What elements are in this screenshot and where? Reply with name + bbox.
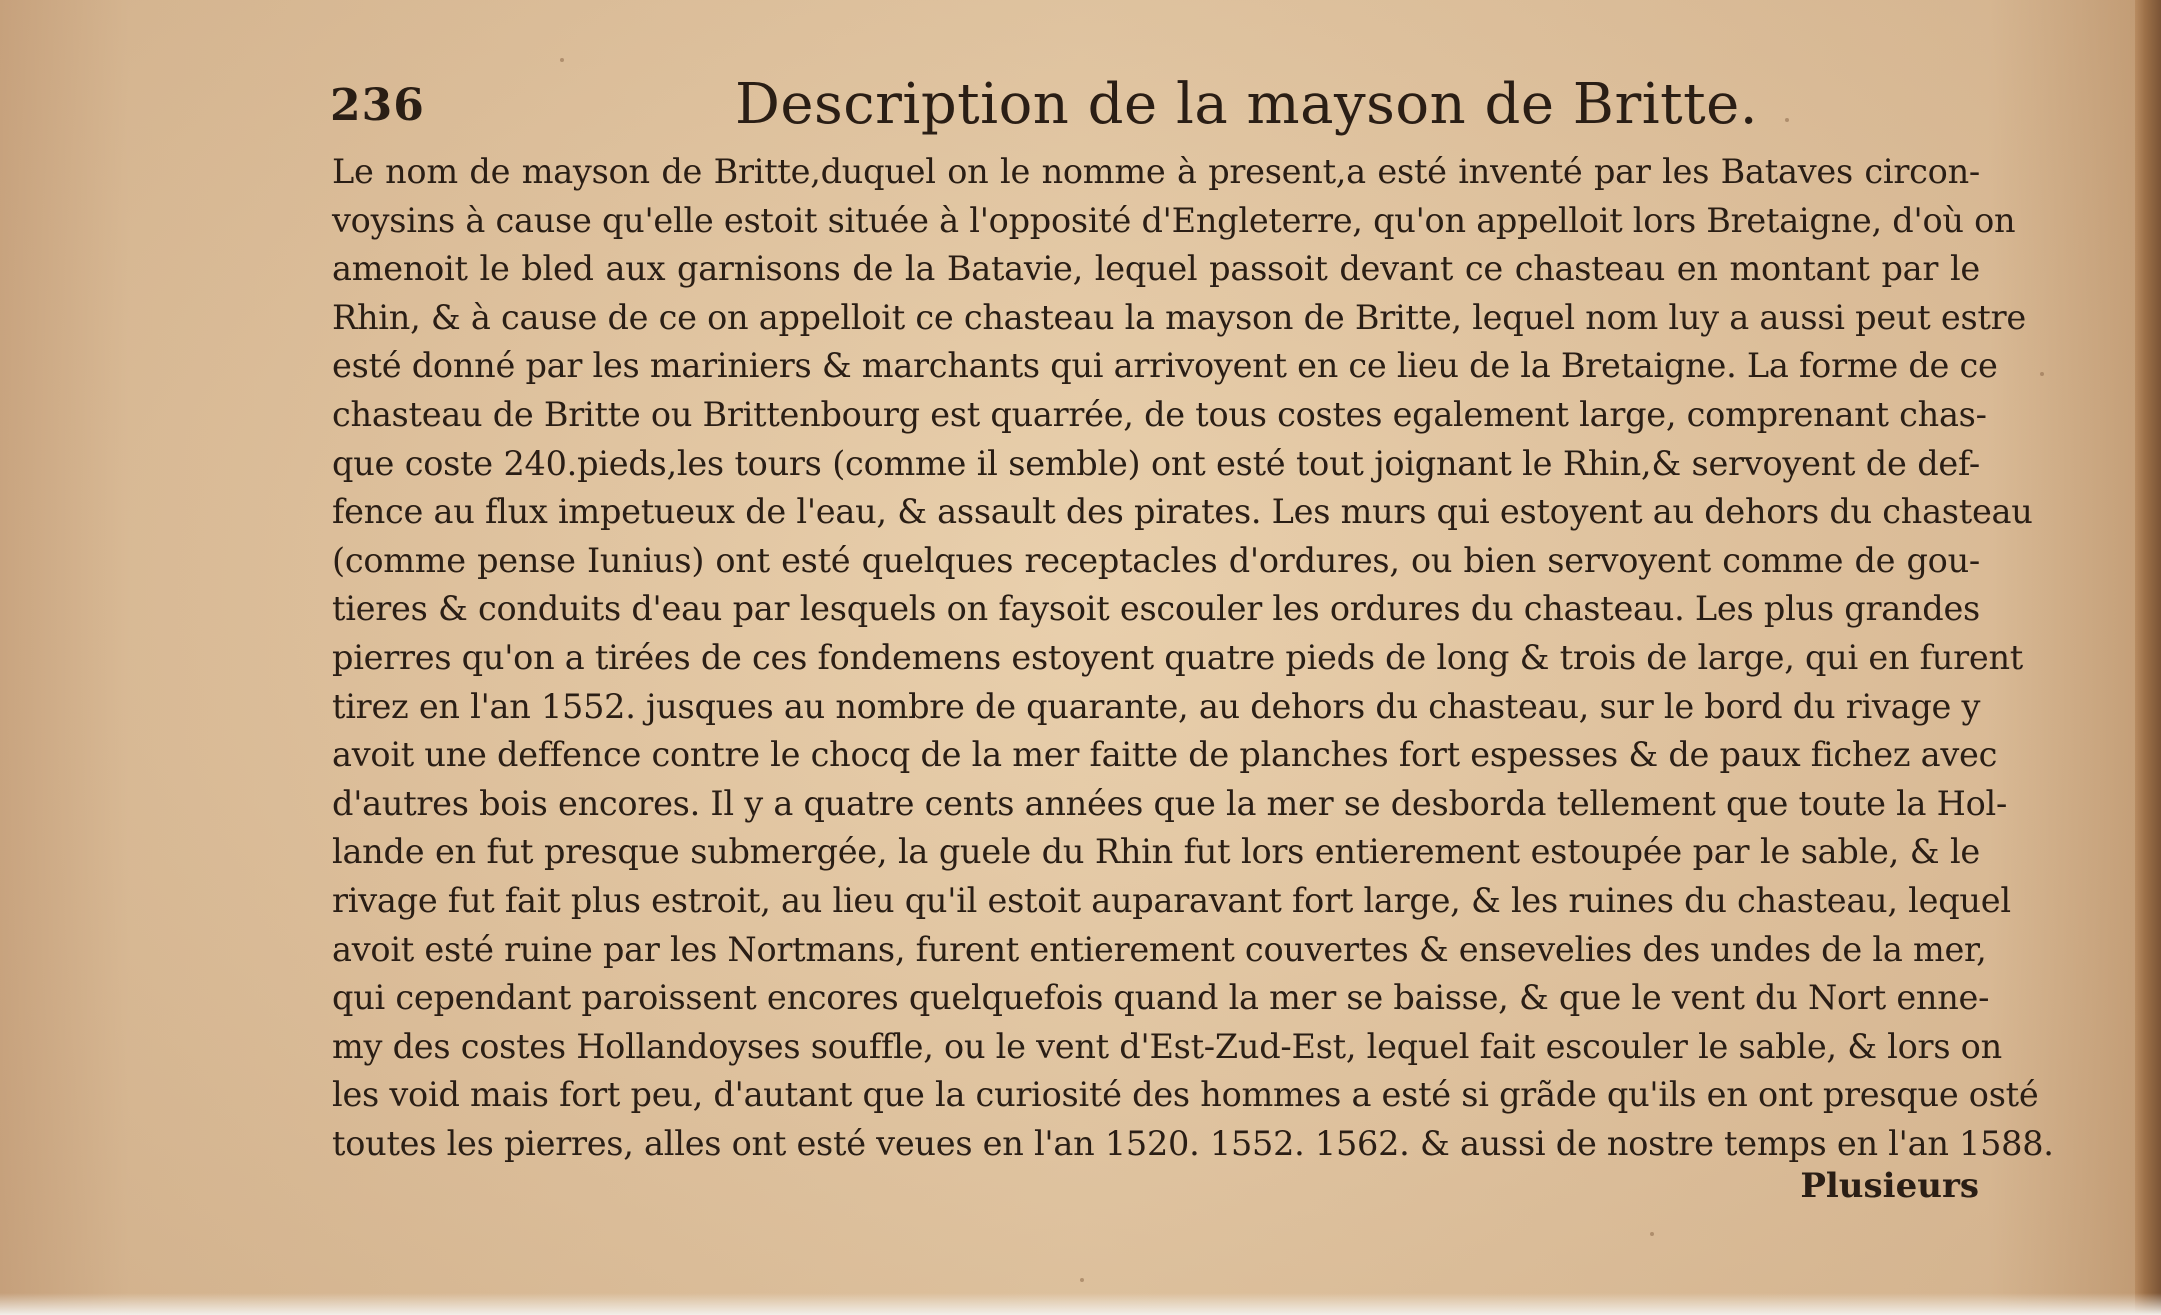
text-line: voysins à cause qu'elle estoit située à l'opposité d'Engleterre, qu'on appelloit lors Bretaigne, d'où on bbox=[332, 200, 2016, 240]
text-line: Rhin, & à cause de ce on appelloit ce chasteau la mayson de Britte, lequel nom luy a aussi peut estre bbox=[332, 297, 2026, 337]
catchword: Plusieurs bbox=[1800, 1166, 1979, 1206]
body-paragraph bbox=[332, 148, 2054, 1168]
paper-speck bbox=[1080, 1278, 1084, 1282]
text-line: d'autres bois encores. Il y a quatre cents années que la mer se desborda tellement que toute la Hol- bbox=[332, 783, 2008, 823]
page-bottom-edge bbox=[0, 1293, 2161, 1315]
text-line: amenoit le bled aux garnisons de la Batavie, lequel passoit devant ce chasteau en montant par le bbox=[332, 249, 1980, 289]
text-line: tieres & conduits d'eau par lesquels on faysoit escouler les ordures du chasteau. Les plus grandes bbox=[332, 589, 1980, 629]
text-line: rivage fut fait plus estroit, au lieu qu'il estoit auparavant fort large, & les ruines du chasteau, lequel bbox=[332, 880, 2011, 920]
text-line: avoit une deffence contre le chocq de la mer faitte de planches fort espesses & de paux fichez avec bbox=[332, 735, 1998, 775]
text-line: tirez en l'an 1552. jusques au nombre de quarante, au dehors du chasteau, sur le bord du rivage y bbox=[332, 686, 1981, 726]
text-line: (comme pense Iunius) ont esté quelques receptacles d'ordures, ou bien servoyent comme de gou- bbox=[332, 540, 1980, 580]
text-line: Le nom de mayson de Britte,duquel on le nomme à present,a esté inventé par les Bataves circon- bbox=[332, 152, 1980, 191]
text-line: avoit esté ruine par les Nortmans, furent entierement couvertes & ensevelies des undes de la mer, bbox=[332, 929, 1987, 969]
text-line: esté donné par les mariniers & marchants qui arrivoyent en ce lieu de la Bretaigne. La forme de ce bbox=[332, 346, 1998, 386]
text-line: fence au flux impetueux de l'eau, & assault des pirates. Les murs qui estoyent au dehors du chasteau bbox=[332, 492, 2033, 532]
text-line: qui cependant paroissent encores quelquefois quand la mer se baisse, & que le vent du Nort enne- bbox=[332, 978, 1990, 1018]
text-line: lande en fut presque submergée, la guele du Rhin fut lors entierement estoupée par le sable, & le bbox=[332, 832, 1980, 872]
text-line: my des costes Hollandoyses souffle, ou le vent d'Est-Zud-Est, lequel fait escouler le sable, & lors on bbox=[332, 1026, 2002, 1066]
text-line: les void mais fort peu, d'autant que la curiosité des hommes a esté si grãde qu'ils en ont presque osté bbox=[332, 1075, 2039, 1115]
page-number: 236 bbox=[330, 80, 425, 131]
paper-speck bbox=[560, 58, 564, 62]
paper-speck bbox=[1650, 1232, 1654, 1236]
page-spine-edge bbox=[2135, 0, 2161, 1315]
text-line: que coste 240.pieds,les tours (comme il semble) ont esté tout joignant le Rhin,& servoyent de def- bbox=[332, 443, 1980, 483]
running-title: Description de la mayson de Britte. bbox=[735, 72, 1759, 137]
text-line: chasteau de Britte ou Brittenbourg est quarrée, de tous costes egalement large, comprenant chas- bbox=[332, 394, 1987, 434]
page-header bbox=[330, 72, 1990, 142]
text-line: pierres qu'on a tirées de ces fondemens estoyent quatre pieds de long & trois de large, qui en furent bbox=[332, 637, 2024, 677]
text-line: toutes les pierres, alles ont esté veues en l'an 1520. 1552. 1562. & aussi de nostre temps en l'an 1588. bbox=[332, 1123, 2054, 1163]
paper-speck bbox=[2040, 372, 2044, 376]
